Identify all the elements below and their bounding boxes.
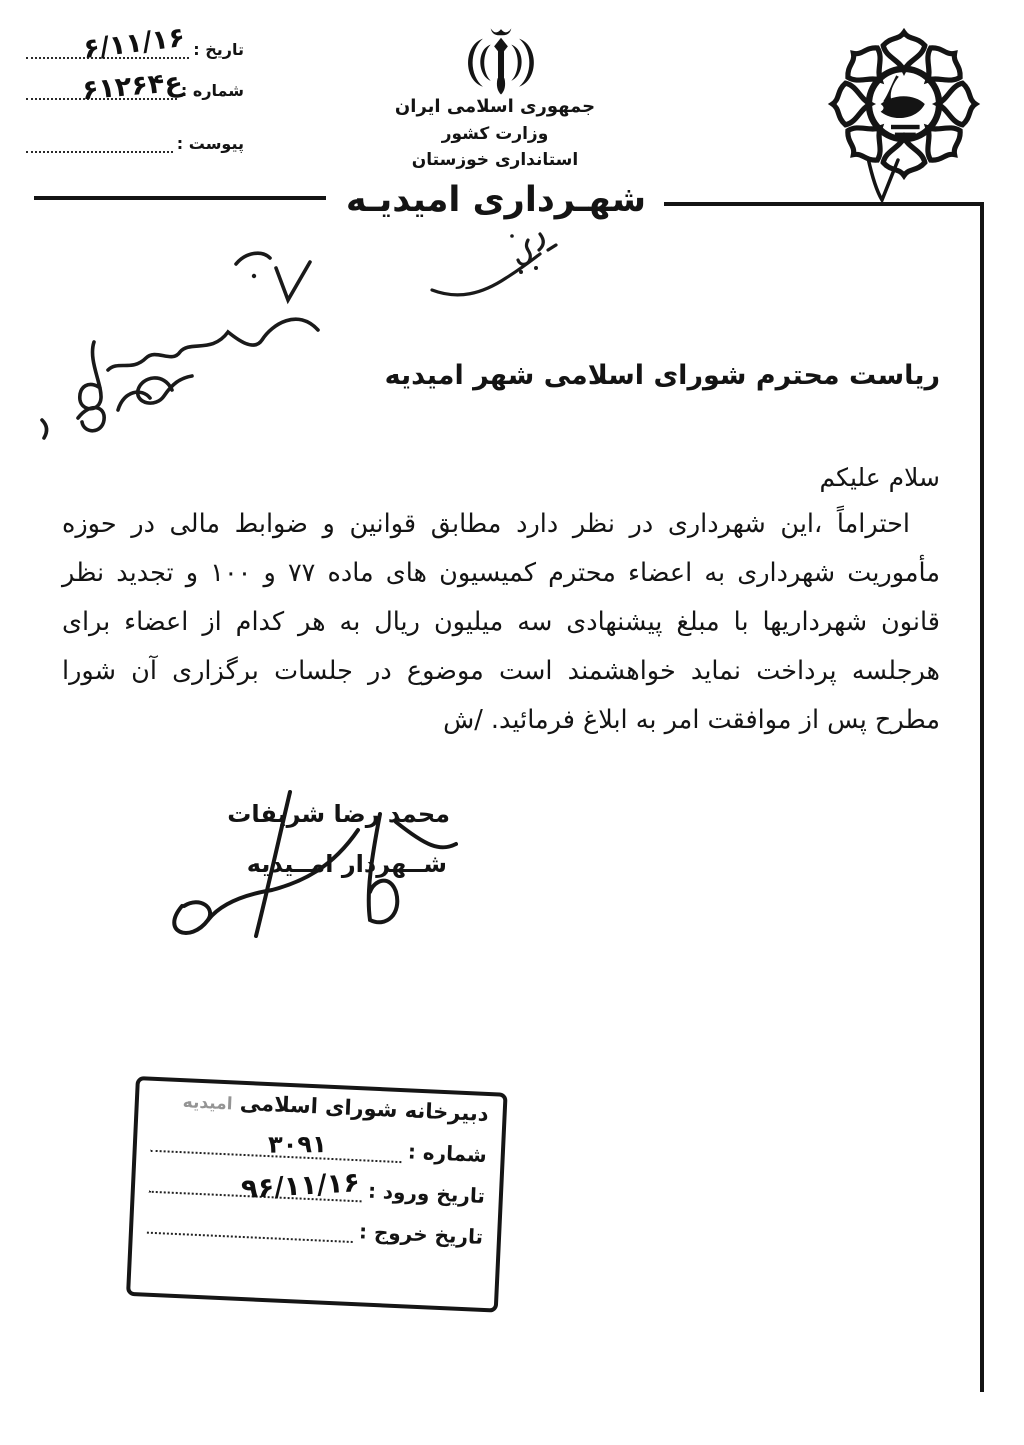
header-rule-right (664, 202, 984, 206)
number-field (26, 66, 244, 107)
attachment-label: پیوست : (176, 134, 244, 153)
org-line-ministry: وزارت کشور (441, 124, 549, 144)
body-line: مطرح پس از موافقت امر به ابلاغ فرمائید. /ش (443, 705, 940, 735)
signer-name: محمد رضا شریفات (227, 800, 450, 828)
body-line: احتراماً ،این شهرداری در نظر دارد مطابق قوانین و ضوابط مالی در حوزه (62, 509, 910, 539)
body-line: قانون شهرداریها با مبلغ پیشنهادی سه میلیون ریال به هر کدام از اعضاء برای (62, 607, 940, 637)
stamp-entry-date-label: تاریخ ورود : (367, 1178, 486, 1208)
org-line-governorate: استانداری خوزستان (411, 150, 579, 170)
stamp-exit-date-label: تاریخ خروج : (358, 1219, 484, 1249)
body-line: هرجلسه پرداخت نماید خواهشمند است موضوع در جلسات برگزاری آن شورا (62, 656, 940, 686)
org-line-country: جمهوری اسلامی ایران (394, 96, 596, 117)
salutation: سلام علیکم (819, 463, 940, 492)
margin-note-handwriting-icon (22, 238, 344, 444)
stamp-number-handwritten: ۳۰۹۱ (268, 1130, 327, 1159)
number-handwritten-value: ع۶۱۲۶۴ (80, 66, 185, 107)
stamp-exit-date-dots (147, 1226, 353, 1243)
letter-body (62, 500, 940, 745)
date-handwritten-value: ۶/۱۱/۱۶ (81, 21, 187, 66)
stamp-number-label: شماره : (407, 1139, 488, 1167)
stamp-entry-date-field (149, 1169, 486, 1208)
stamp-number-field (151, 1128, 488, 1167)
iran-emblem-icon (458, 24, 544, 98)
date-field (26, 21, 244, 66)
date-label: تاریخ : (193, 40, 244, 59)
recipient-title: ریاست محترم شورای اسلامی شهر امیدیه (384, 360, 940, 391)
stamp-title-main: دبیرخانه شورای اسلامی (239, 1090, 490, 1127)
signature-scrawl-icon (118, 772, 458, 958)
number-dotted-line (26, 66, 185, 107)
secretariat-stamp (126, 1076, 508, 1313)
body-line: مأموریت شهرداری به اعضاء محترم کمیسیون های ماده ۷۷ و ۱۰۰ و تجدید نظر (62, 558, 940, 588)
signer-role: شــهردار امــیدیه (246, 850, 447, 878)
attachment-dotted-line (26, 145, 173, 153)
bismillah-handwriting-icon (424, 224, 576, 316)
stamp-exit-date-field (147, 1210, 484, 1249)
stamp-entry-date-dots (149, 1167, 362, 1206)
stamp-number-dots (151, 1130, 402, 1163)
document-title: شهـرداری امیدیـه (345, 180, 647, 220)
stamp-entry-date-handwritten: ۹۶/۱۱/۱۶ (240, 1167, 361, 1206)
seal-fish-icon (881, 75, 925, 136)
number-label: شماره : (180, 81, 244, 100)
stamp-title (152, 1087, 489, 1126)
handwritten-tick-icon (856, 152, 908, 210)
stamp-title-city: امیدیه (182, 1092, 233, 1115)
date-dotted-line (26, 21, 189, 66)
attachment-field (26, 134, 244, 153)
header-rule-left (34, 196, 326, 200)
page-right-border (980, 202, 984, 1392)
letterhead-org-lines (330, 96, 660, 170)
meta-fields (26, 21, 244, 157)
